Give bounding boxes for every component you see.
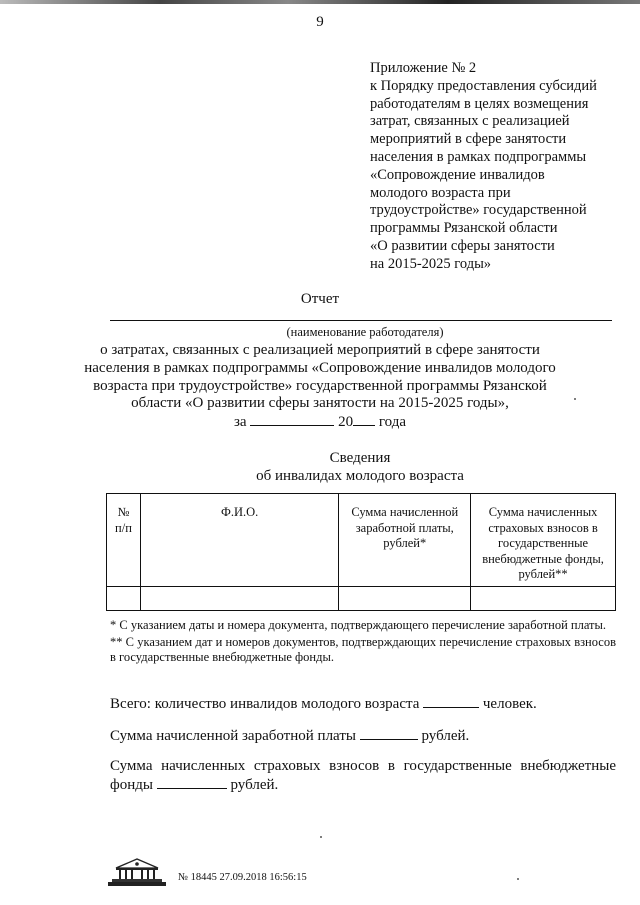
total-count-blank: [423, 695, 479, 708]
appendix-line: мероприятий в сфере занятости: [370, 131, 567, 148]
svedeniya-title: Сведения: [329, 450, 391, 466]
report-title: Отчет: [300, 291, 340, 307]
total-salary-label: Сумма начисленной заработной платы: [110, 728, 356, 744]
period-year: 20: [338, 414, 354, 431]
total-salary-blank: [360, 727, 418, 740]
appendix-block: [370, 60, 620, 274]
period-prefix: за: [234, 414, 247, 431]
scan-speck: [574, 398, 576, 400]
table-header-row: [107, 494, 616, 587]
period-suffix: года: [378, 414, 406, 431]
total-insurance-label: Сумма начисленных страховых взносов в государственные внебюджетные фонды: [110, 758, 616, 793]
table-cell: [140, 587, 338, 611]
total-count-line: [110, 695, 616, 714]
footnote-salary: * С указанием даты и номера документа, подтверждающего перечисление заработной платы.: [110, 618, 607, 632]
total-salary-line: [110, 727, 616, 746]
total-count-label: Всего: количество инвалидов молодого возраста: [110, 696, 420, 712]
total-insurance-blank: [157, 776, 227, 789]
appendix-line: программы Рязанской области: [370, 220, 558, 237]
col-header-number: [107, 494, 141, 587]
header-text: Сумма начисленных: [488, 505, 598, 519]
appendix-line: на 2015-2025 годы»: [370, 255, 492, 272]
col-header-salary: [339, 494, 471, 587]
total-count-unit: человек.: [482, 696, 537, 712]
header-text: заработной платы,: [355, 520, 454, 535]
total-insurance-unit: рублей.: [230, 777, 279, 793]
table-cell: [471, 587, 616, 611]
table-cell: [339, 587, 471, 611]
page-number: 9: [316, 14, 324, 30]
appendix-line: Приложение № 2: [370, 60, 477, 76]
header-text: №: [117, 505, 130, 519]
report-period: [0, 413, 640, 432]
scan-speck: [320, 836, 322, 838]
government-building-icon: [108, 857, 166, 887]
period-month-blank: [250, 413, 334, 426]
header-text: рублей*: [383, 536, 427, 550]
disabled-youth-table: [106, 493, 616, 611]
subject-line: возраста при трудоустройстве» государственной программы Рязанской: [93, 377, 547, 394]
appendix-line: населения в рамках подпрограммы: [370, 148, 587, 165]
header-text: внебюджетные фонды,: [482, 551, 604, 566]
header-text: рублей**: [518, 567, 568, 581]
subject-line: области «О развитии сферы занятости на 2015-2025 годы»,: [131, 395, 509, 412]
col-header-fio: [140, 494, 338, 587]
table-cell: [107, 587, 141, 611]
appendix-line: «О развитии сферы занятости: [370, 237, 555, 254]
employer-name-blank: [110, 320, 612, 321]
subject-line: о затратах, связанных с реализацией мероприятий в сфере занятости: [100, 342, 540, 358]
appendix-line: «Сопровождение инвалидов: [370, 166, 545, 183]
footnotes: [110, 618, 616, 667]
scan-top-edge: [0, 0, 640, 4]
total-insurance-line: [110, 757, 616, 795]
period-year-blank: [353, 413, 375, 426]
appendix-line: затрат, связанных с реализацией: [370, 113, 570, 130]
svedeniya-subtitle: об инвалидах молодого возраста: [256, 468, 464, 484]
appendix-line: трудоустройстве» государственной: [370, 202, 587, 219]
header-text: государственные: [498, 536, 589, 550]
appendix-line: к Порядку предоставления субсидий: [370, 77, 597, 94]
appendix-line: работодателям в целях возмещения: [370, 95, 589, 112]
appendix-line: молодого возраста при: [370, 184, 511, 201]
document-registration-id: № 18445 27.09.2018 16:56:15: [178, 872, 307, 883]
total-salary-unit: рублей.: [421, 728, 470, 744]
header-text: п/п: [115, 520, 132, 535]
header-text: страховых взносов в: [488, 520, 598, 535]
report-subject: [0, 342, 640, 432]
employer-caption: (наименование работодателя): [286, 325, 444, 339]
svedeniya-heading: [0, 449, 640, 485]
header-text: Ф.И.О.: [220, 505, 259, 519]
footnote-insurance: ** С указанием дат и номеров документов, подтверждающих перечисление страховых взносов в государственные внебюджетные фонды.: [110, 634, 616, 664]
col-header-insurance: [471, 494, 616, 587]
header-text: Сумма начисленной: [351, 505, 459, 519]
scan-speck: [517, 878, 519, 880]
subject-line: населения в рамках подпрограммы «Сопровождение инвалидов молодого: [84, 359, 556, 376]
table-row: [107, 587, 616, 611]
